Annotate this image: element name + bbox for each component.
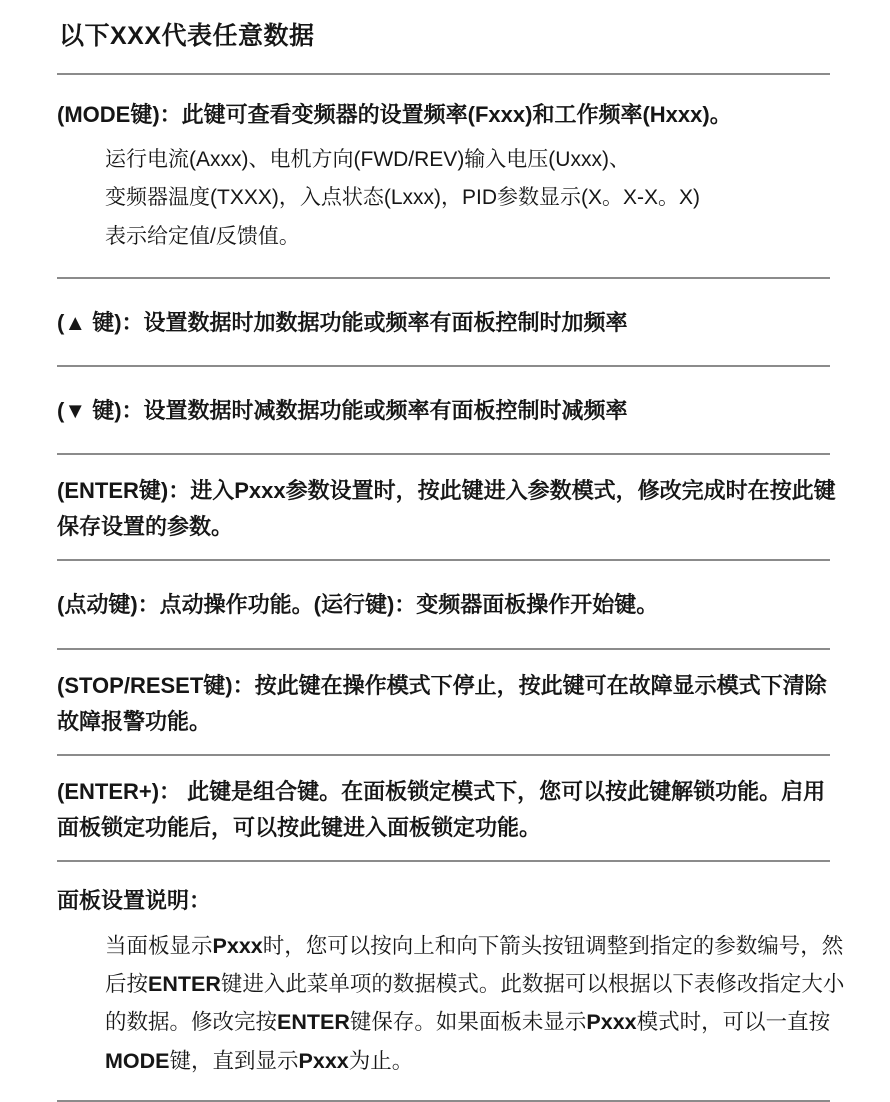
stop-reset-key-description: (STOP/RESET键)：按此键在操作模式下停止，按此键可在故障显示模式下清除故障报警功能。 [57, 672, 827, 734]
detail-line: 变频器温度(TXXX)，入点状态(Lxxx)，PID参数显示(X。X-X。X) [105, 186, 701, 210]
up-key-description: (▲ 键)：设置数据时加数据功能或频率有面板控制时加频率 [57, 310, 628, 336]
enter-combo-key-description: (ENTER+)： 此键是组合键。在面板锁定模式下，您可以按此键解锁功能。启用面板锁定功能后，可以按此键进入面板锁定功能。 [57, 778, 826, 840]
mode-key-description: (MODE键)：此键可查看变频器的设置频率(Fxxx)和工作频率(Hxxx)。 [57, 101, 732, 127]
doc-title: 以下XXX代表任意数据 [59, 22, 315, 50]
section-down-key [57, 367, 845, 453]
detail-line: 运行电流(Axxx)、电机方向(FWD/REV)输入电压(Uxxx)、 [105, 147, 630, 171]
panel-setting-paragraph: 当面板显示Pxxx时，您可以按向上和向下箭头按钮调整到指定的参数编号，然后按ENTER键进入此菜单项的数据模式。此数据可以根据以下表修改指定大小的数据。修改完按ENTER键保存。如果面板未显示Pxxx模式时，可以一直按MODE键，直到显示Pxxx为止。 [105, 933, 845, 1073]
section-stop-reset-key [57, 650, 845, 754]
enter-key-description: (ENTER键)：进入Pxxx参数设置时，按此键进入参数模式，修改完成时在按此键保存设置的参数。 [57, 478, 836, 540]
section-panel-setting [57, 862, 845, 1100]
section-jog-run-key [57, 561, 845, 647]
section-enter-combo-key [57, 756, 845, 860]
panel-setting-heading: 面板设置说明： [57, 887, 212, 913]
section-mode-key [57, 75, 845, 278]
section-up-key [57, 279, 845, 365]
detail-line: 表示给定值/反馈值。 [105, 225, 300, 249]
jog-run-key-description: (点动键)：点动操作功能。(运行键)：变频器面板操作开始键。 [57, 592, 659, 618]
mode-key-details [57, 141, 845, 258]
section-enter-key [57, 455, 845, 559]
down-key-description: (▼ 键)：设置数据时减数据功能或频率有面板控制时减频率 [57, 398, 628, 424]
